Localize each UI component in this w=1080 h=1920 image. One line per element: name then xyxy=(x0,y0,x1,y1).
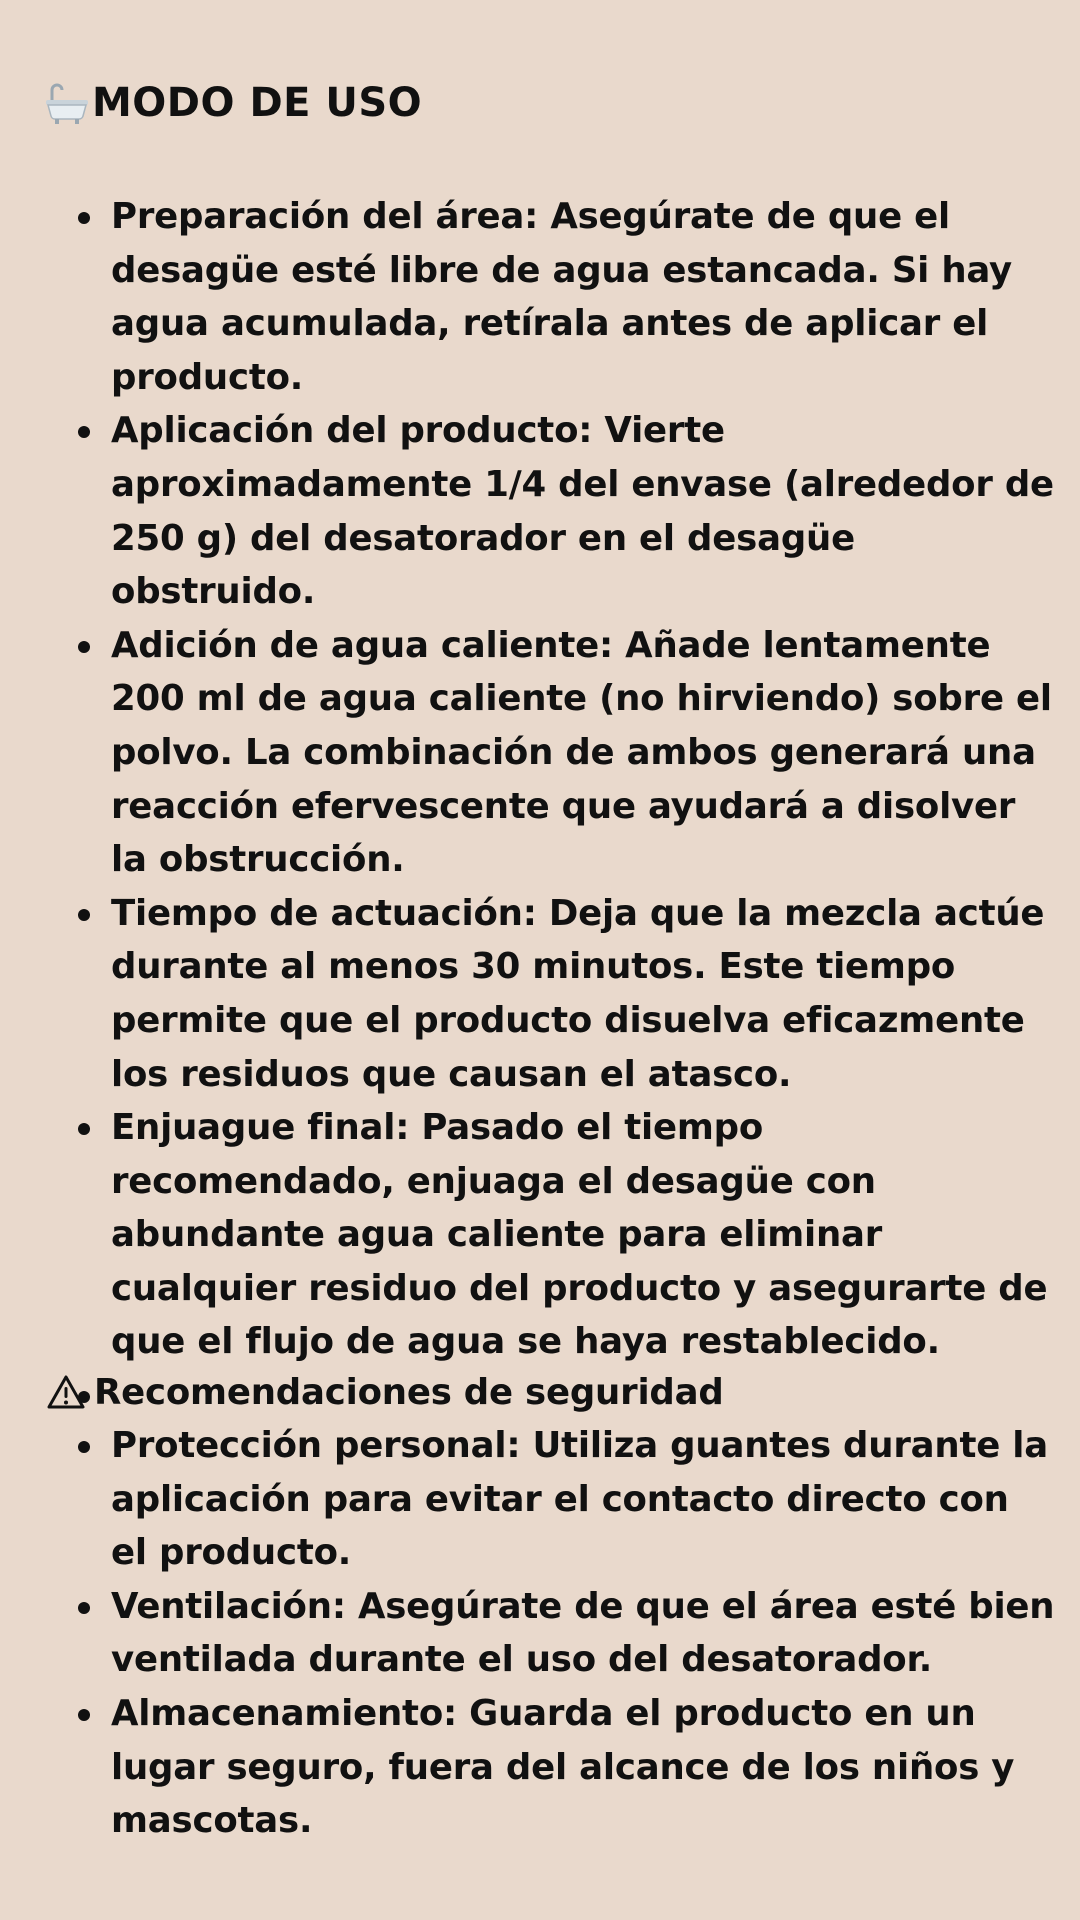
list-item: Almacenamiento: Guarda el producto en un lugar seguro, fuera del alcance de los niños y mascotas. xyxy=(0,1687,1080,1848)
list-item: Aplicación del producto: Vierte aproximadamente 1/4 del envase (alrededor de 250 g) del desatorador en el desagüe obstruido. xyxy=(0,404,1080,618)
list-item: Adición de agua caliente: Añade lentamente 200 ml de agua caliente (no hirviendo) sobre el polvo. La combinación de ambos generará una reacción efervescente que ayudará a disolver la obstrucción. xyxy=(0,619,1080,887)
list-item: Preparación del área: Asegúrate de que el desagüe esté libre de agua estancada. Si hay agua acumulada, retírala antes de aplicar el producto. xyxy=(0,190,1080,404)
safety-heading xyxy=(46,1366,724,1420)
safety-heading-text: Recomendaciones de seguridad xyxy=(94,1372,724,1413)
list-item: Tiempo de actuación: Deja que la mezcla actúe durante al menos 30 minutos. Este tiempo permite que el producto disuelva eficazmente los residuos que causan el atasco. xyxy=(0,887,1080,1101)
usage-steps-list xyxy=(0,190,1080,1423)
list-item: Protección personal: Utiliza guantes durante la aplicación para evitar el contacto directo con el producto. xyxy=(0,1419,1080,1580)
page-title: MODO DE USO xyxy=(92,80,423,126)
safety-list xyxy=(0,1419,1080,1848)
bathtub-icon xyxy=(44,80,90,126)
list-item: Enjuague final: Pasado el tiempo recomendado, enjuaga el desagüe con abundante agua caliente para eliminar cualquier residuo del producto y asegurarte de que el flujo de agua se haya restablecido. xyxy=(0,1101,1080,1369)
title-row xyxy=(44,76,422,130)
list-item: Ventilación: Asegúrate de que el área esté bien ventilada durante el uso del desatorador. xyxy=(0,1580,1080,1687)
warning-icon xyxy=(46,1373,86,1413)
